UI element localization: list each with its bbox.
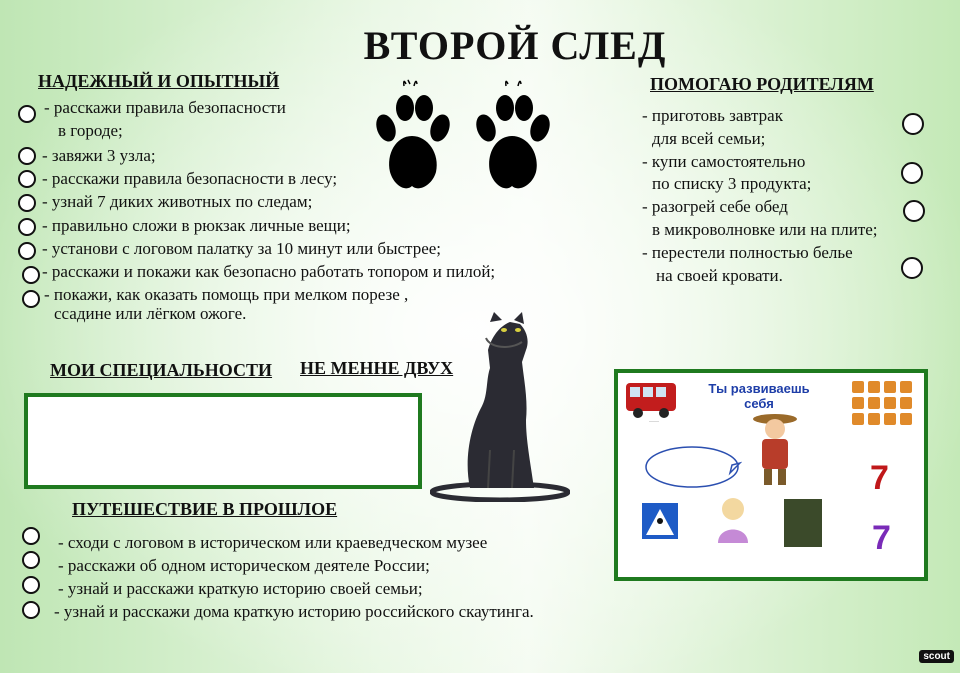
checkbox-circle[interactable] — [22, 601, 40, 619]
child-cartoon — [710, 495, 756, 545]
task-item-continuation: в городе; — [58, 121, 123, 140]
checkbox-circle[interactable] — [18, 170, 36, 188]
paw-print-icon — [373, 80, 453, 188]
task-item: - узнай и расскажи краткую историю своей семьи; — [58, 579, 423, 598]
poster-title: Ты развиваешь себя — [708, 381, 810, 411]
task-item-continuation: в микроволновке или на плите; — [652, 220, 878, 239]
paw-prints — [362, 76, 562, 198]
speech-bubble — [642, 443, 742, 493]
task-item: - завяжи 3 узла; — [42, 146, 156, 165]
checkbox-circle[interactable] — [22, 290, 40, 308]
number-seven-red: 7 — [870, 459, 889, 497]
poster-caption: ····· — [649, 419, 659, 425]
scout-badge: scout — [919, 650, 954, 663]
task-item: - сходи с логовом в историческом или краеведческом музее — [58, 533, 488, 552]
checkbox-circle[interactable] — [22, 551, 40, 569]
checkbox-circle[interactable] — [18, 147, 36, 165]
task-item: - расскажи и покажи как безопасно работать топором и пилой; — [42, 262, 496, 281]
task-item: - перестели полностью белье — [642, 243, 853, 262]
task-item: - узнай и расскажи дома краткую историю российского скаутинга. — [54, 602, 534, 621]
checkbox-circle[interactable] — [18, 194, 36, 212]
task-item-continuation: на своей кровати. — [656, 266, 783, 285]
checkbox-circle[interactable] — [901, 257, 923, 279]
page-title: ВТОРОЙ СЛЕД — [363, 23, 667, 68]
checkbox-circle[interactable] — [18, 242, 36, 260]
task-item: - покажи, как оказать помощь при мелком порезе , — [44, 285, 409, 304]
checkbox-circle[interactable] — [18, 218, 36, 236]
task-item-continuation: для всей семьи; — [652, 129, 766, 148]
task-item: - узнай 7 диких животных по следам; — [42, 192, 313, 211]
section-heading-parents: ПОМОГАЮ РОДИТЕЛЯМ — [650, 74, 874, 94]
task-item-continuation: ссадине или лёгком ожоге. — [54, 304, 247, 323]
task-item: - расскажи об одном историческом деятеле России; — [58, 556, 430, 575]
task-item: - приготовь завтрак — [642, 106, 783, 125]
task-item: - расскажи правила безопасности в лесу; — [42, 169, 338, 188]
task-item-continuation: по списку 3 продукта; — [652, 174, 812, 193]
scout-cartoon — [740, 409, 810, 489]
task-item: - расскажи правила безопасности — [44, 98, 286, 117]
checkbox-circle[interactable] — [22, 576, 40, 594]
pedestrian-sign-icon — [638, 501, 682, 541]
checkbox-circle[interactable] — [903, 200, 925, 222]
checkbox-circle[interactable] — [901, 162, 923, 184]
panther-figure — [430, 310, 570, 502]
section-heading-reliable: НАДЕЖНЫЙ И ОПЫТНЫЙ — [38, 71, 280, 91]
checkbox-circle[interactable] — [22, 527, 40, 545]
number-seven-purple: 7 — [872, 519, 891, 557]
task-item: - установи с логовом палатку за 10 минут или быстрее; — [42, 239, 442, 258]
specialties-input-box[interactable] — [24, 393, 422, 489]
checkbox-circle[interactable] — [22, 266, 40, 284]
task-item: - разогрей себе обед — [642, 197, 788, 216]
task-item: - правильно сложи в рюкзак личные вещи; — [42, 216, 351, 235]
scout-development-poster — [614, 369, 928, 581]
section-heading-specialties-note: НЕ МЕННЕ ДВУХ — [300, 358, 454, 378]
section-heading-specialties: МОИ СПЕЦИАЛЬНОСТИ — [50, 360, 273, 380]
photo-thumbnail — [784, 499, 822, 547]
checkbox-circle[interactable] — [18, 105, 36, 123]
icon-grid — [850, 379, 922, 435]
paw-print-icon — [473, 81, 553, 188]
checkbox-circle[interactable] — [902, 113, 924, 135]
bus-icon — [624, 377, 680, 419]
task-item: - купи самостоятельно — [642, 152, 806, 171]
section-heading-past: ПУТЕШЕСТВИЕ В ПРОШЛОЕ — [72, 499, 338, 519]
